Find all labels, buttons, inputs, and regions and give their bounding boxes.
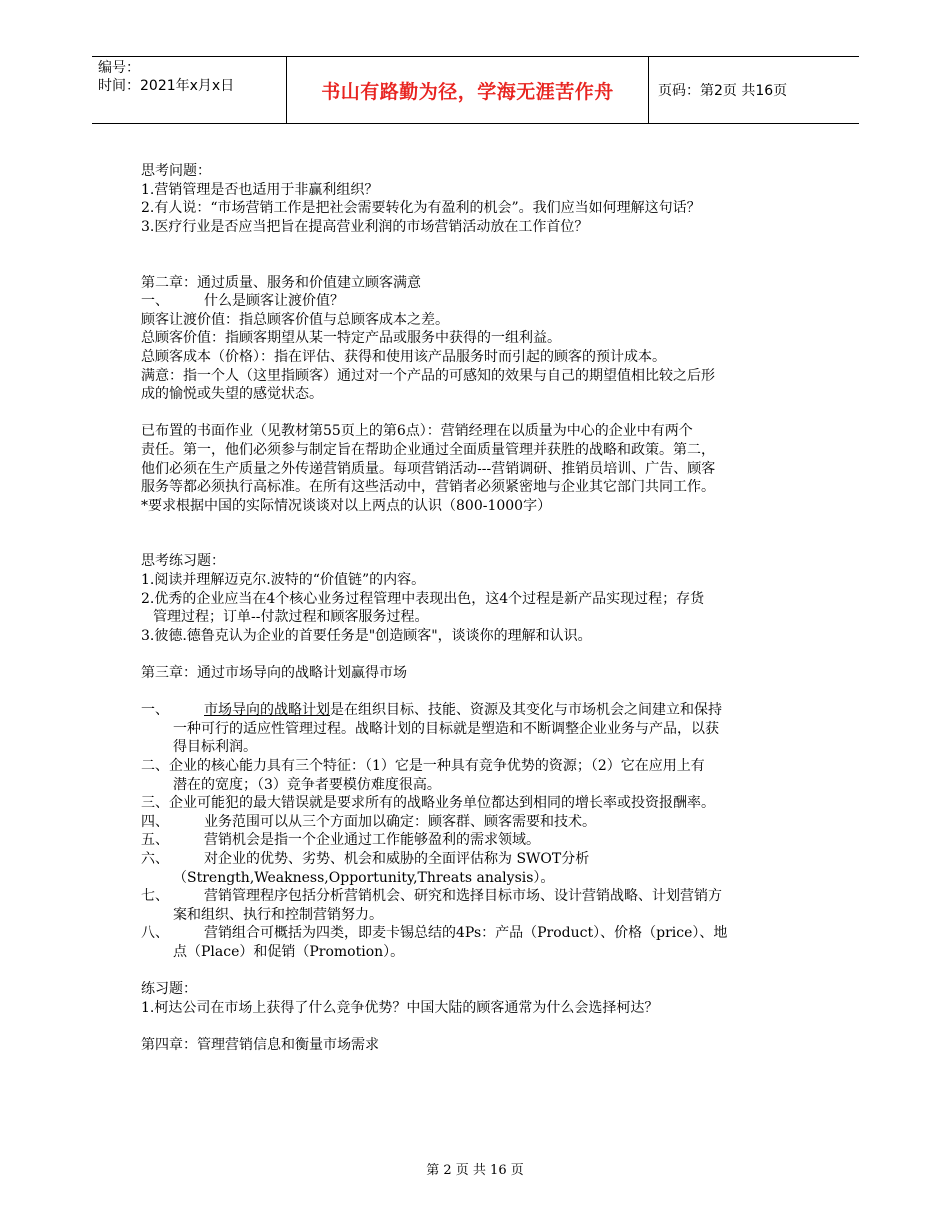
- numbered-item: 二、企业的核心能力具有三个特征：（1）它是一种具有竞争优势的资源；（2）它在应用上有: [141, 758, 705, 774]
- item-continued: 点（Place）和促销（Promotion）。: [173, 943, 405, 960]
- underlined-term: 市场导向的战略计划: [204, 702, 330, 719]
- numbered-item: [141, 924, 813, 943]
- definition-line: 总顾客成本（价格）：指在评估、获得和使用该产品服务时而引起的顾客的预计成本。: [141, 348, 666, 365]
- numbered-item: 三、企业可能犯的最大错误就是要求所有的战略业务单位都达到相同的增长率或投资报酬率。: [141, 795, 715, 812]
- item-text: 营销机会是指一个企业通过工作能够盈利的需求领域。: [204, 832, 540, 849]
- exercise-item: 3.彼德.德鲁克认为企业的首要任务是"创造顾客"，谈谈你的理解和认识。: [141, 627, 592, 644]
- header-meta: [92, 57, 291, 123]
- definition-line: 顾客让渡价值：指总顾客价值与总顾客成本之差。: [141, 311, 449, 328]
- assignment-paragraph: 已布置的书面作业（见教材第55页上的第6点）：营销经理在以质量为中心的企业中有两个: [141, 423, 693, 440]
- item-text: 对企业的优势、劣势、机会和威胁的全面评估称为 SWOT分析: [204, 850, 590, 867]
- item-continued: 一种可行的适应性管理过程。战略计划的目标就是塑造和不断调整企业业务与产品，以获: [173, 720, 719, 737]
- page-header: [92, 56, 859, 124]
- section-heading: 练习题：: [141, 981, 197, 998]
- header-page-info: [658, 57, 859, 123]
- item-number: 八、: [141, 925, 169, 942]
- item-number: 一、: [141, 293, 169, 310]
- item-continued: 得目标利润。: [173, 739, 257, 756]
- item-number: 一、: [141, 702, 169, 719]
- item-text: 业务范围可以从三个方面加以确定：顾客群、顾客需要和技术。: [204, 813, 596, 830]
- item-number: 六、: [141, 850, 169, 867]
- assignment-paragraph: 服务等都必须执行高标准。在所有这些活动中，营销者必须紧密地与企业其它部门共同工作。: [141, 479, 715, 496]
- definition-line: 总顾客价值：指顾客期望从某一特定产品或服务中获得的一组利益。: [141, 330, 561, 347]
- numbered-item: [141, 831, 813, 850]
- time-label: 时间：2021年x月x日: [98, 78, 235, 94]
- footer-page-number: 第 2 页 共 16 页: [426, 1163, 524, 1178]
- numbered-item: [141, 850, 813, 869]
- assignment-paragraph: 他们必须在生产质量之外传递营销质量。每项营销活动---营销调研、推销员培训、广告、顾客: [141, 460, 716, 477]
- chapter-heading: 第四章：管理营销信息和衡量市场需求: [141, 1036, 379, 1053]
- exercise-item: 2.优秀的企业应当在4个核心业务过程管理中表现出色，这4个过程是新产品实现过程；存货: [141, 590, 705, 607]
- number-label: 编号：: [98, 60, 140, 76]
- exercise-item: 1.柯达公司在市场上获得了什么竞争优势？中国大陆的顾客通常为什么会选择柯达？: [141, 999, 659, 1016]
- numbered-item: [141, 292, 813, 311]
- definition-line: 满意：指一个人（这里指顾客）通过对一个产品的可感知的效果与自己的期望值相比较之后形: [141, 367, 715, 384]
- document-body: [141, 162, 813, 1055]
- item-text: 营销组合可概括为四类，即麦卡锡总结的4Ps：产品（Product）、价格（price）、地: [204, 925, 728, 942]
- question-item: 3.医疗行业是否应当把旨在提高营业利润的市场营销活动放在工作首位？: [141, 218, 589, 235]
- item-continued: （Strength,Weakness,Opportunity,Threats analysis）。: [173, 869, 555, 886]
- chapter-heading: 第二章：通过质量、服务和价值建立顾客满意: [141, 274, 421, 291]
- numbered-item: [141, 887, 813, 906]
- definition-line: 成的愉悦或失望的感觉状态。: [141, 386, 323, 403]
- item-number: 七、: [141, 888, 169, 905]
- numbered-item: [141, 813, 813, 832]
- question-item: 2.有人说：“市场营销工作是把社会需要转化为有盈利的机会”。我们应当如何理解这句话？: [141, 200, 701, 217]
- chapter-heading: 第三章：通过市场导向的战略计划赢得市场: [141, 665, 407, 682]
- item-number: 四、: [141, 813, 169, 830]
- page-footer: [0, 1159, 950, 1178]
- section-heading: 思考问题：: [141, 163, 211, 179]
- motto-text: 书山有路勤为径，学海无涯苦作舟: [321, 80, 614, 103]
- item-continued: 潜在的宽度；（3）竞争者要模仿难度很高。: [173, 776, 441, 793]
- section-heading: 思考练习题：: [141, 553, 225, 570]
- header-motto: [286, 57, 649, 123]
- item-number: 五、: [141, 832, 169, 849]
- item-continued: 案和组织、执行和控制营销努力。: [173, 906, 383, 923]
- exercise-item-continued: 管理过程；订单--付款过程和顾客服务过程。: [153, 609, 429, 626]
- item-text: 是在组织目标、技能、资源及其变化与市场机会之间建立和保持: [330, 702, 722, 719]
- page-info-text: 页码：第2页 共16页: [658, 83, 788, 99]
- numbered-item: [141, 701, 813, 720]
- assignment-paragraph: 责任。第一，他们必须参与制定旨在帮助企业通过全面质量管理并获胜的战略和政策。第二，: [141, 441, 715, 458]
- assignment-requirement: *要求根据中国的实际情况谈谈对以上两点的认识（800-1000字）: [141, 497, 552, 514]
- item-text: 营销管理程序包括分析营销机会、研究和选择目标市场、设计营销战略、计划营销方: [204, 888, 722, 905]
- exercise-item: 1.阅读并理解迈克尔.波特的“价值链”的内容。: [141, 572, 426, 589]
- question-item: 1.营销管理是否也适用于非赢利组织？: [141, 181, 379, 198]
- item-text: 什么是顾客让渡价值？: [204, 293, 344, 310]
